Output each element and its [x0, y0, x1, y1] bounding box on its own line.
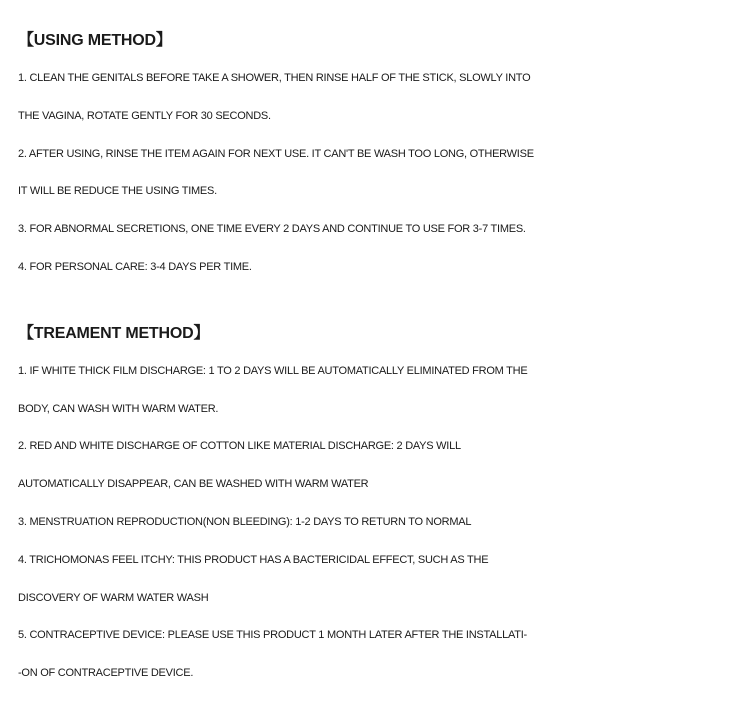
instruction-line: 4. TRICHOMONAS FEEL ITCHY: THIS PRODUCT HAS A BACTERICIDAL EFFECT, SUCH AS THE [18, 553, 489, 566]
section-heading: 【TREAMENT METHOD】 [18, 324, 210, 342]
instruction-line: BODY, CAN WASH WITH WARM WATER. [18, 402, 219, 415]
instruction-line: 4. FOR PERSONAL CARE: 3-4 DAYS PER TIME. [18, 260, 252, 273]
instruction-line: 1. IF WHITE THICK FILM DISCHARGE: 1 TO 2 DAYS WILL BE AUTOMATICALLY ELIMINATED FROM THE [18, 364, 528, 377]
instruction-item [18, 542, 748, 618]
instruction-line: 2. AFTER USING, RINSE THE ITEM AGAIN FOR NEXT USE. IT CAN'T BE WASH TOO LONG, OTHERWISE [18, 147, 534, 160]
instruction-line: 2. RED AND WHITE DISCHARGE OF COTTON LIKE MATERIAL DISCHARGE: 2 DAYS WILL [18, 440, 461, 453]
instruction-item [18, 504, 748, 542]
instruction-line: THE VAGINA, ROTATE GENTLY FOR 30 SECONDS. [18, 109, 271, 122]
instruction-line: -ON OF CONTRACEPTIVE DEVICE. [18, 667, 194, 680]
instruction-line: 1. CLEAN THE GENITALS BEFORE TAKE A SHOWER, THEN RINSE HALF OF THE STICK, SLOWLY INTO [18, 72, 531, 84]
instruction-line: 3. FOR ABNORMAL SECRETIONS, ONE TIME EVERY 2 DAYS AND CONTINUE TO USE FOR 3-7 TIMES. [18, 223, 526, 236]
using-method-section [18, 22, 750, 287]
instruction-line: IT WILL BE REDUCE THE USING TIMES. [18, 185, 217, 198]
instruction-line: 5. CONTRACEPTIVE DEVICE: PLEASE USE THIS PRODUCT 1 MONTH LATER AFTER THE INSTALLATI- [18, 629, 527, 642]
instruction-item [18, 211, 748, 249]
instruction-line: DISCOVERY OF WARM WATER WASH [18, 591, 209, 604]
instruction-item [18, 617, 748, 693]
instruction-line: AUTOMATICALLY DISAPPEAR, CAN BE WASHED WITH WARM WATER [18, 478, 369, 491]
instruction-item [18, 136, 748, 212]
treatment-method-section [18, 315, 750, 693]
instruction-item [18, 428, 748, 504]
section-heading: 【USING METHOD】 [18, 32, 172, 49]
instruction-line: 3. MENSTRUATION REPRODUCTION(NON BLEEDING): 1-2 DAYS TO RETURN TO NORMAL [18, 515, 472, 528]
instruction-item [18, 60, 748, 136]
instruction-item [18, 249, 748, 287]
instruction-item [18, 353, 748, 429]
